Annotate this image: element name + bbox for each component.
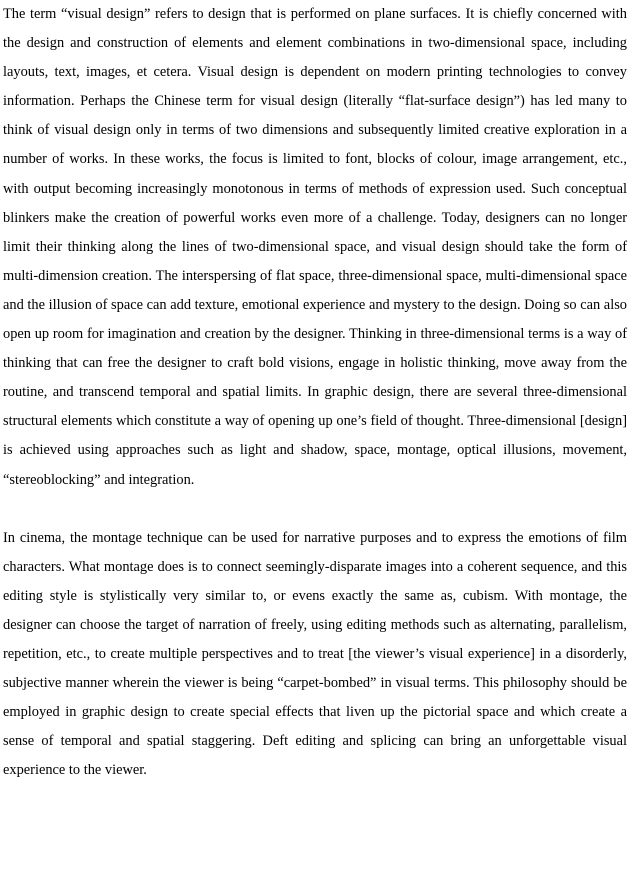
- paragraph-visual-design: The term “visual design” refers to design that is performed on plane surfaces. It is chiefly concerned with the design and construction of elements and element combinations in two-dimensional space, including layouts, text, images, et cetera. Visual design is dependent on modern printing technologies to convey information. Perhaps the Chinese term for visual design (literally “flat-surface design”) has led many to think of visual design only in terms of two dimensions and subsequently limited creative exploration in a number of works. In these works, the focus is limited to font, blocks of colour, image arrangement, etc., with output becoming increasingly monotonous in terms of methods of expression used. Such conceptual blinkers make the creation of powerful works even more of a challenge. Today, designers can no longer limit their thinking along the lines of two-dimensional space, and visual design should take the form of multi-dimension creation. The interspersing of flat space, three-dimensional space, multi-dimensional space and the illusion of space can add texture, emotional experience and mystery to the design. Doing so can also open up room for imagination and creation by the designer. Thinking in three-dimensional terms is a way of thinking that can free the designer to craft bold visions, engage in holistic thinking, move away from the routine, and transcend temporal and spatial limits. In graphic design, there are several three-dimensional structural elements which constitute a way of opening up one’s field of thought. Three-dimensional [design] is achieved using approaches such as light and shadow, space, montage, optical illusions, movement, “stereoblocking” and integration.: [3, 6, 627, 488]
- paragraph-montage: In cinema, the montage technique can be used for narrative purposes and to express the emotions of film characters. What montage does is to connect seemingly-disparate images into a coherent sequence, and this editing style is stylistically very similar to, or evens exactly the same as, cubism. With montage, the designer can choose the target of narration of freely, using editing methods such as alternating, parallelism, repetition, etc., to create multiple perspectives and to treat [the viewer’s visual experience] in a disorderly, subjective manner wherein the viewer is being “carpet-bombed” in visual terms. This philosophy should be employed in graphic design to create special effects that liven up the pictorial space and which create a sense of temporal and spatial staggering. Deft editing and splicing can bring an unforgettable visual experience to the viewer.: [3, 529, 627, 779]
- document-page: [3, 0, 627, 786]
